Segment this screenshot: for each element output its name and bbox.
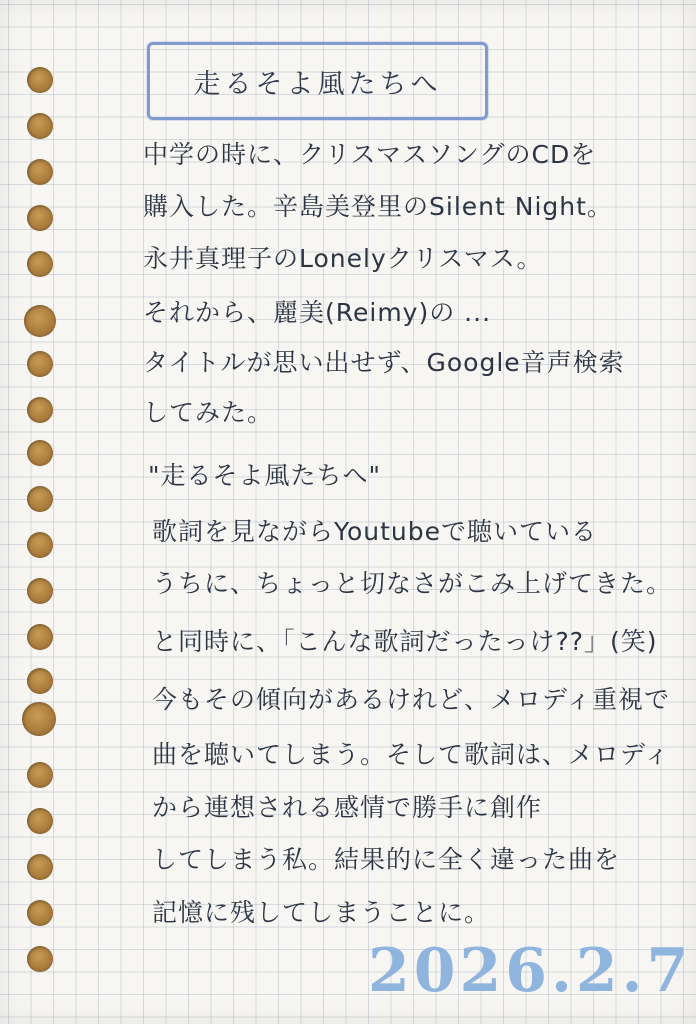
binder-hole — [27, 205, 53, 231]
text-line: タイトルが思い出せず、Google音声検索 — [143, 348, 625, 377]
text-line: から連想される感情で勝手に創作 — [152, 793, 543, 822]
text-line: と同時に、「こんな歌詞だったっけ??」(笑) — [152, 627, 658, 656]
date-stamp: 2026.2.7 — [368, 936, 693, 1006]
binder-hole — [27, 946, 53, 972]
text-line: してしまう私。結果的に全く違った曲を — [152, 845, 621, 874]
text-line: "走るそよ風たちへ" — [148, 461, 381, 490]
binder-hole — [27, 624, 53, 650]
binder-hole — [27, 808, 53, 834]
page-title: 走るそよ風たちへ — [193, 68, 442, 100]
binder-hole — [27, 251, 53, 277]
binder-hole — [24, 305, 56, 337]
binder-hole — [27, 440, 53, 466]
binder-hole — [27, 486, 53, 512]
text-line: 永井真理子のLonelyクリスマス。 — [143, 244, 543, 273]
binder-hole — [27, 351, 53, 377]
binder-hole — [27, 578, 53, 604]
binder-hole — [27, 397, 53, 423]
text-line: うちに、ちょっと切なさがこみ上げてきた。 — [152, 569, 673, 598]
binder-hole — [27, 113, 53, 139]
binder-hole — [27, 67, 53, 93]
binder-hole — [27, 900, 53, 926]
binder-hole — [27, 159, 53, 185]
text-line: それから、麗美(Reimy)の ... — [143, 298, 492, 327]
title-box — [147, 42, 488, 120]
text-line: 購入した。辛島美登里のSilent Night。 — [143, 192, 613, 221]
text-line: 中学の時に、クリスマスソングのCDを — [143, 140, 597, 169]
text-line: 歌詞を見ながらYoutubeで聴いている — [152, 517, 597, 546]
text-line: 記憶に残してしまうことに。 — [152, 898, 491, 927]
text-line: 曲を聴いてしまう。そして歌詞は、メロディ — [152, 740, 671, 769]
text-line: 今もその傾向があるけれど、メロディ重視で — [152, 685, 671, 714]
binder-hole — [27, 762, 53, 788]
binder-hole — [27, 668, 53, 694]
binder-hole — [27, 854, 53, 880]
text-line: してみた。 — [143, 398, 274, 427]
binder-hole — [27, 532, 53, 558]
binder-hole — [22, 702, 56, 736]
